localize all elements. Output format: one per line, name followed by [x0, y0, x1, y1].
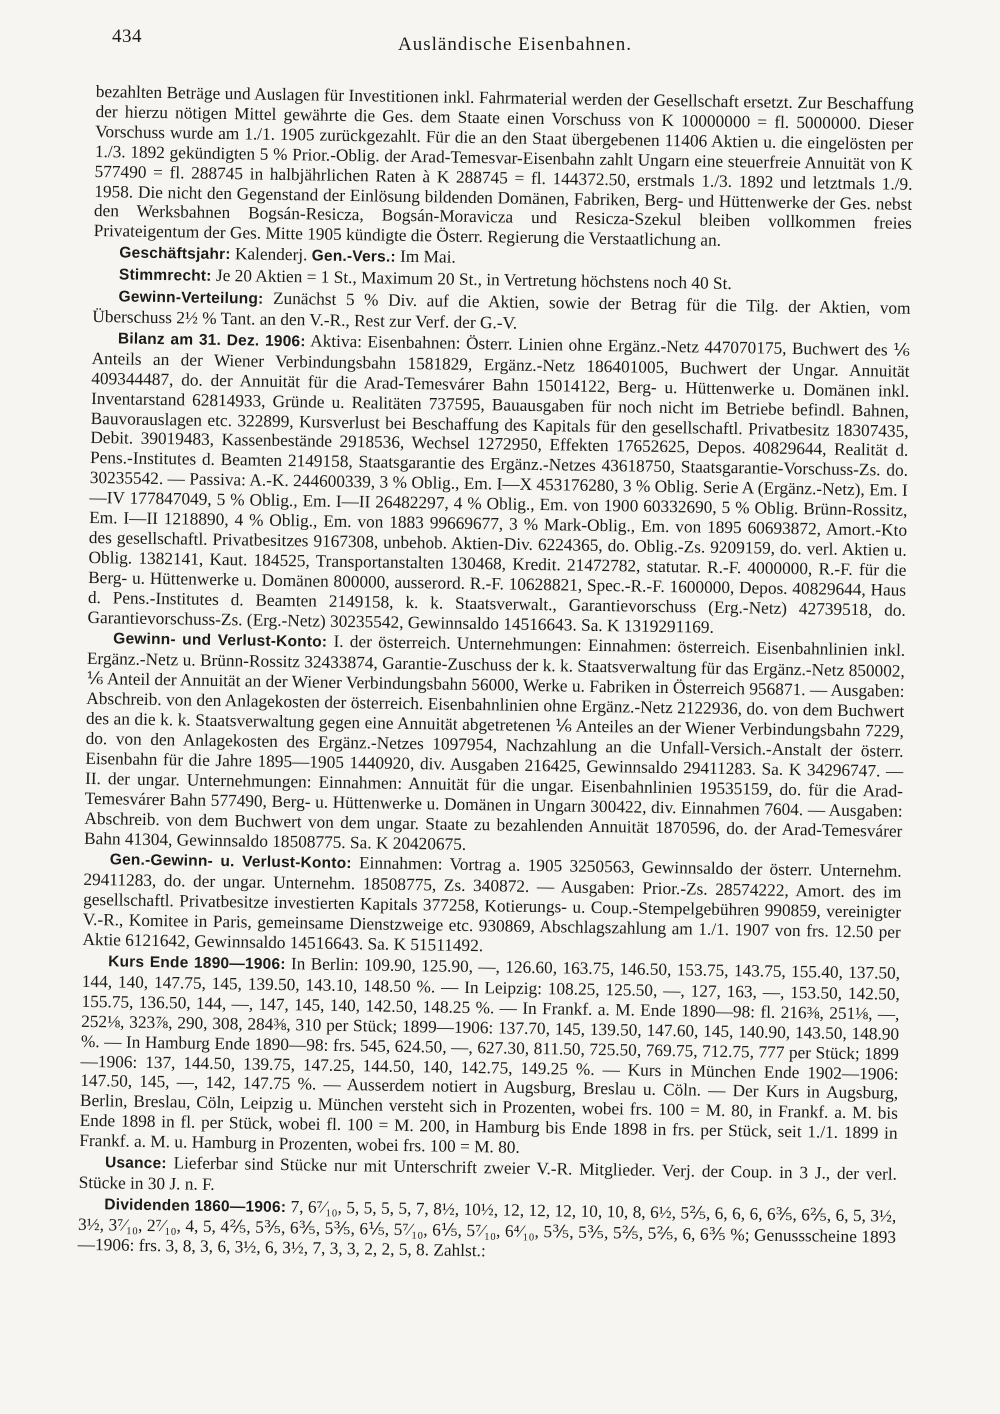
gen-gewinn-heading: Gen.-Gewinn- u. Verlust-Konto: — [109, 851, 352, 873]
gewinn-verteilung-text: Zunächst 5 % Div. auf die Aktien, sowie der Betrag für die Tilg. der Aktien, vom Überschuss 2½ % Tant. an den V.-R., Rest zur Verf. der G.-V. — [92, 288, 911, 333]
kurs-paragraph — [79, 951, 900, 1164]
gewinn-verteilung-heading: Gewinn-Verteilung: — [118, 288, 264, 308]
dividenden-paragraph — [78, 1194, 897, 1268]
gen-gewinn-text: Einnahmen: Vortrag a. 1905 3250563, Gewinnsaldo der österr. Unternehm. 29411283, do. der ungar. Unternehm. 18508775, Zs. 340872. — Ausgaben: Prior.-Zs. 28574222, Amort. des im gesellschaftl. Privatbesitze investierten Kapitals 377258, Kotierungs- u. Coup.-Stempelgebühren 990859, vereinigter V.-R., Komitee in Paris, gemeinsame Dienstzweige etc. 930869, Abschlagszahlung am 1./1. 1907 von frs. 12.50 per Aktie 6121642, Gewinnsaldo 14516643. Sa. K 51511492. — [82, 853, 902, 956]
gewinn-verlust-text: I. der österreich. Unternehmungen: Einnahmen: österreich. Eisenbahnlinien inkl. Ergänz.-Netz u. Brünn-Rossitz 32433874, Garantie-Zuschuss der k. k. Staatsverwaltung für das Ergänz.-Netz 850002, ⅙ Anteil der Annuität an der Wiener Verbindungsbahn 56000, Werke u. Fabriken in Österreich 956871. — Ausgaben: Abschreib. von den Anlagekosten der österreich. Eisenbahnlinien ohne Ergänz.-Netz 2122936, do. von dem Buchwert des an die k. k. Staatsverwaltung gegen eine Annuität abgetretenen ⅙ Anteiles an der Wiener Verbindungsbahn 7229, do. von den Anlagekosten des Ergänz.-Netzes 1097954, Nachzahlung an die Unfall-Versich.-Anstalt der österr. Eisenbahn für die Jahre 1895—1905 1440920, div. Ausgaben 216425, Gewinnsaldo 29411283. Sa. K 34296747. — II. der ungar. Unternehmungen: Einnahmen: Annuität für die ungar. Eisenbahnlinien 19535159, do. für die Arad-Temesvárer Bahn 577490, Berg- u. Hüttenwerke u. Domänen in Ungarn 300422, div. Einnahmen 7604. — Ausgaben: Abschreib. von dem Buchwert von dem ungar. Staate zu bezahlenden Annuität 1870596, do. der Arad-Temesvárer Bahn 41304, Gewinnsaldo 18508775. Sa. K 20420675. — [83, 632, 906, 854]
dividenden-text: 7, 6⁷⁄₁₀, 5, 5, 5, 5, 7, 8½, 10½, 12, 12, 12, 10, 10, 8, 6½, 5⅖, 6, 6, 6, 6⅗, 6⅖, 6, 5, 3½, 3½, 3⁷⁄₁₀, 2⁷⁄₁₀, 4, 5, 4⅖, 5⅗, 6⅗, 5⅗, 6⅕, 5⁷⁄₁₀, 6⅕, 5⁷⁄₁₀, 6⁴⁄₁₀, 5⅗, 5⅗, 5⅖, 5⅖, 6, 6⅗ %; Genussscheine 1893—1906: frs. 3, 8, 3, 6, 3½, 6, 3½, 7, 3, 3, 2, 2, 5, 8. Zahlst.: — [77, 1197, 897, 1260]
gen-vers-heading: Gen.-Vers.: — [311, 247, 396, 266]
gen-vers-text: Im Mai. — [399, 247, 456, 267]
bilanz-paragraph — [87, 328, 910, 640]
kurs-text: In Berlin: 109.90, 125.90, —, 126.60, 163.75, 146.50, 153.75, 143.75, 155.40, 137.50, 144, 140, 147.75, 145, 139.50, 143.10, 148.50 %. — In Leipzig: 108.25, 125.50, —, 127, 163, —, 153.50, 142.50, 155.75, 136.50, 144, —, 147, 145, 140, 142.50, 148.25 %. — In Frankf. a. M. Ende 1890—98: fl. 216⅜, 251⅛, —, 252⅛, 323⅞, 290, 308, 284⅜, 310 per Stück; 1899—1906: 137.70, 145, 139.50, 147.60, 145, 140.90, 143.50, 148.90 %. — In Hamburg Ende 1890—98: frs. 545, 624.50, —, 627.30, 811.50, 725.50, 769.75, 712.75, 777 per Stück; 1899—1906: 137, 144.50, 139.75, 147.25, 144.50, 140, 142.75, 149.25 %. — Kurs in München Ende 1902—1906: 147.50, 145, —, 142, 147.75 %. — Ausserdem notiert in Augsburg, Breslau u. Cöln. — Der Kurs in Augsburg, Berlin, Breslau, Cöln, Leipzig u. München versteht sich in Prozenten, wobei frs. 100 = M. 80, in Frankf. a. M. bis Ende 1898 in fl. per Stück, wobei fl. 100 = M. 200, in Hamburg bis Ende 1898 in frs. per Stück, seit 1./1. 1899 in Frankf. a. M. u. Hamburg in Prozenten, wobei frs. 100 = M. 80. — [79, 954, 901, 1157]
kurs-heading: Kurs Ende 1890—1906: — [108, 953, 286, 974]
geschaeftsjahr-text: Kalenderj. — [234, 244, 312, 265]
stimmrecht-heading: Stimmrecht: — [118, 266, 212, 285]
bilanz-text: Aktiva: Eisenbahnen: Österr. Linien ohne Ergänz.-Netz 447070175, Buchwert des ⅙ Anteils an der Wiener Verbindungsbahn 1581829, Ergänz.-Netz 186401005, Buchwert der Ungar. Annuität 409344487, do. der Annuität für die Arad-Temesvárer Bahn 15014122, Berg- u. Hüttenwerke u. Domänen inkl. Inventarstand 62814933, Gründe u. Realitäten 737595, Bauausgaben für noch nicht im Betriebe befindl. Bahnen, Bauvorauslagen etc. 322899, Kursverlust bei Beschaffung des Kapitals für den gesellschaftl. Privatbesitz 18307435, Debit. 39019483, Kassenbestände 2918536, Wechsel 1272950, Effekten 17652625, Depos. 40829644, Realität d. Pens.-Institutes d. Beamten 2149158, Staatsgarantie des Ergänz.-Netzes 43618750, Staatsgarantie-Vorschuss-Zs. do. 30235542. — Passiva: A.-K. 244600339, 3 % Oblig., Em. I—X 453176280, 3 % Oblig. Serie A (Ergänz.-Netz), Em. I—IV 177847049, 5 % Oblig., Em. I—II 26482297, 4 % Oblig., Em. von 1900 60332690, 5 % Oblig. Brünn-Rossitz, Em. I—II 1218890, 4 % Oblig., Em. von 1883 99669677, 3 % Mark-Oblig., Em. von 1895 60693872, Amort.-Kto des gesellschaftl. Privatbesitzes 9167308, unbehob. Aktien-Div. 6224365, do. Oblig.-Zs. 9209159, do. verl. Aktien u. Oblig. 1382141, Kaut. 184525, Transportanstalten 130468, Kredit. 21472782, statutar. R.-F. 4000000, R.-F. für die Berg- u. Hüttenwerke u. Domänen 800000, ausserord. R.-F. 10628821, Spec.-R.-F. 1600000, Depos. 40829644, Haus d. Pens.-Institutes d. Beamten 2149158, k. k. Staatsverwalt., Garantievorschuss (Erg.-Netz) 42739518, do. Garantievorschuss-Zs. (Erg.-Netz) 30235542, Gewinnsaldo 14516643. Sa. K 1319291169. — [87, 331, 911, 637]
geschaeftsjahr-heading: Geschäftsjahr: — [119, 244, 231, 264]
running-title: Ausländische Eisenbahnen. — [398, 34, 632, 55]
stimmrecht-text: Je 20 Aktien = 1 St., Maximum 20 St., in Vertretung höchstens noch 40 St. — [215, 266, 732, 294]
gewinn-verlust-heading: Gewinn- und Verlust-Konto: — [113, 630, 328, 652]
dividenden-heading: Dividenden 1860—1906: — [104, 1196, 287, 1216]
bilanz-heading: Bilanz am 31. Dez. 1906: — [117, 330, 306, 351]
gewinn-verlust-paragraph — [84, 628, 905, 861]
usance-heading: Usance: — [104, 1154, 167, 1173]
gen-gewinn-paragraph — [82, 849, 901, 962]
article-body — [78, 82, 914, 1267]
page-number: 434 — [112, 26, 142, 47]
usance-text: Lieferbar sind Stücke nur mit Unterschrift zweier V.-R. Mitglieder. Verj. der Coup. in 3 J., der verl. Stücke in 30 J. n. F. — [78, 1153, 898, 1194]
intro-text: bezahlten Beträge und Auslagen für Investitionen inkl. Fahrmaterial werden der Gesellschaft ersetzt. Zur Beschaffung der hierzu nötigen Mittel gewährte die Ges. dem Staate einen Vorschuss von K 10000000 = fl. 5000000. Dieser Vorschuss wurde am 1./1. 1905 zurückgezahlt. Für die an den Staat übergebenen 11406 Aktien u. die eingelösten per 1./3. 1892 gekündigten 5 % Prior.-Oblig. der Arad-Temesvar-Eisenbahn zahlt Ungarn eine steuerfreie Annuität von K 577490 = fl. 288745 in halbjährlichen Raten à K 288745 = fl. 144372.50, erstmals 1./3. 1892 und letztmals 1./9. 1958. Die nicht den Gegenstand der Einlösung bildenden Domänen, Fabriken, Berg- und Hüttenwerke der Ges. nebst den Werksbahnen Bogsán-Resicza, Bogsán-Moravicza und Resicza-Szekul bleiben vollkommen freies Privateigentum der Ges. Mitte 1905 kündigte die Österr. Regierung die Verstaatlichung an. — [93, 82, 914, 251]
intro-paragraph — [93, 82, 913, 254]
